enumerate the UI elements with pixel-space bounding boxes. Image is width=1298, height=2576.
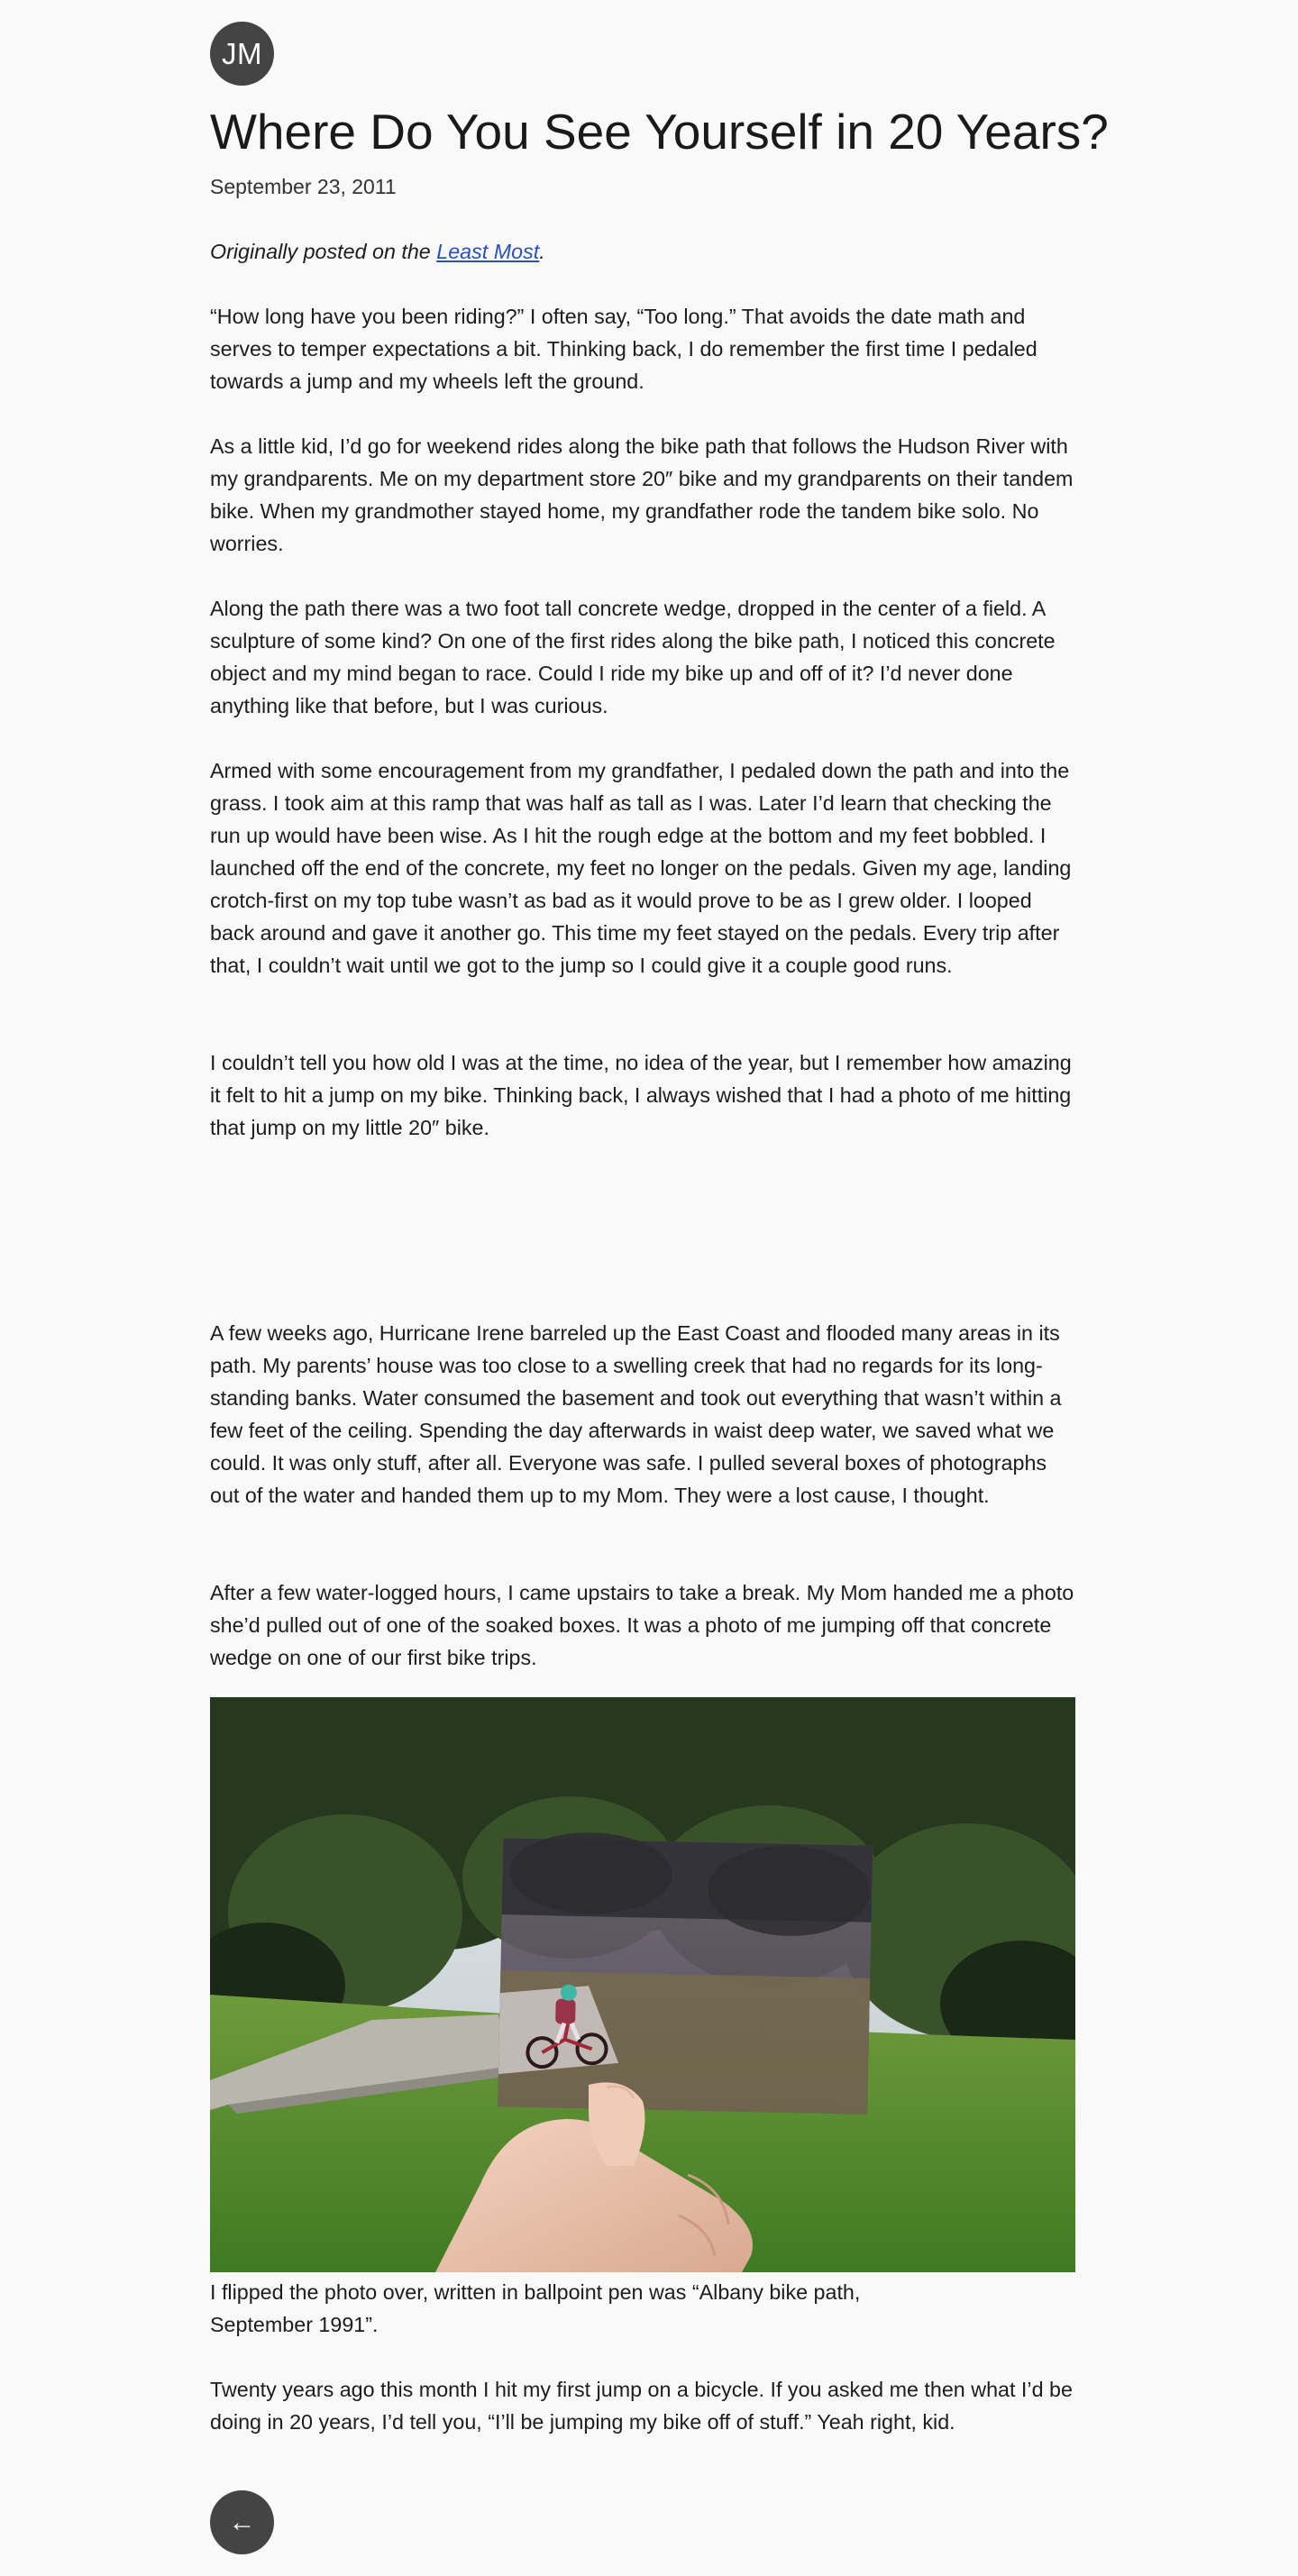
paragraph-2: As a little kid, I’d go for weekend rides along the bike path that follows the Hudson River with my grandparents. Me on my department store 20″ bike and my grandparents on their tandem bike. When my grandmother stayed home, my grandfather rode the tandem bike solo. No worries. bbox=[210, 434, 1074, 555]
photo-caption: I flipped the photo over, written in ballpoint pen was “Albany bike path, September 1991”. bbox=[210, 2280, 861, 2336]
paragraph-3: Along the path there was a two foot tall concrete wedge, dropped in the center of a field. A sculpture of some kind? On one of the first rides along the bike path, I noticed this concrete object and my mind began to race. Could I ride my bike up and off of it? I’d never done anything like that before, but I was curious. bbox=[210, 597, 1056, 717]
origin-note bbox=[210, 235, 1075, 268]
bike-jump-photo bbox=[210, 1697, 1075, 2272]
paragraph-5: I couldn’t tell you how old I was at the time, no idea of the year, but I remember how amazing it felt to hit a jump on my bike. Thinking back, I always wished that I had a photo of me hitting that jump on my little 20″ bike. bbox=[210, 1051, 1072, 1139]
paragraph-7: After a few water-logged hours, I came upstairs to take a break. My Mom handed me a photo she’d pulled out of one of the soaked boxes. It was a photo of me jumping off that concrete wedge on one of our first bike trips. bbox=[210, 1581, 1074, 1669]
back-arrow-button[interactable] bbox=[210, 2490, 274, 2554]
origin-suffix: . bbox=[539, 240, 545, 263]
author-avatar[interactable]: JM bbox=[210, 22, 274, 86]
paragraph-9: Twenty years ago this month I hit my first jump on a bicycle. If you asked me then what I’d be doing in 20 years, I’d tell you, “I’ll be jumping my bike off of stuff.” Yeah right, kid. bbox=[210, 2378, 1073, 2434]
post-title: Where Do You See Yourself in 20 Years? bbox=[210, 104, 1109, 160]
back-arrow-icon: ← bbox=[228, 2507, 256, 2537]
paragraph-1: “How long have you been riding?” I often say, “Too long.” That avoids the date math and serves to temper expectations a bit. Thinking back, I do remember the first time I pedaled towards a jump and my wheels left the ground. bbox=[210, 305, 1037, 393]
origin-prefix: Originally posted on the bbox=[210, 240, 437, 263]
post-date: September 23, 2011 bbox=[210, 175, 397, 198]
least-most-link[interactable]: Least Most bbox=[436, 240, 540, 263]
paragraph-6: A few weeks ago, Hurricane Irene barreled up the East Coast and flooded many areas in its path. My parents’ house was too close to a swelling creek that had no regards for its long-standing banks. Water consumed the basement and took out everything that wasn’t within a few feet of the ceiling. Spending the day afterwards in waist deep water, we saved what we could. It was only stuff, after all. Everyone was safe. I pulled several boxes of photographs out of the water and handed them up to my Mom. They were a lost cause, I thought. bbox=[210, 1321, 1062, 1507]
paragraph-4: Armed with some encouragement from my grandfather, I pedaled down the path and into the grass. I took aim at this ramp that was half as tall as I was. Later I’d learn that checking the run up would have been wise. As I hit the rough edge at the bottom and my feet bobbled. I launched off the end of the concrete, my feet no longer on the pedals. Given my age, landing crotch-first on my top tube wasn’t as bad as it would prove to be as I grew older. I looped back around and gave it another go. This time my feet stayed on the pedals. Every trip after that, I couldn’t wait until we got to the jump so I could give it a couple good runs. bbox=[210, 759, 1072, 977]
